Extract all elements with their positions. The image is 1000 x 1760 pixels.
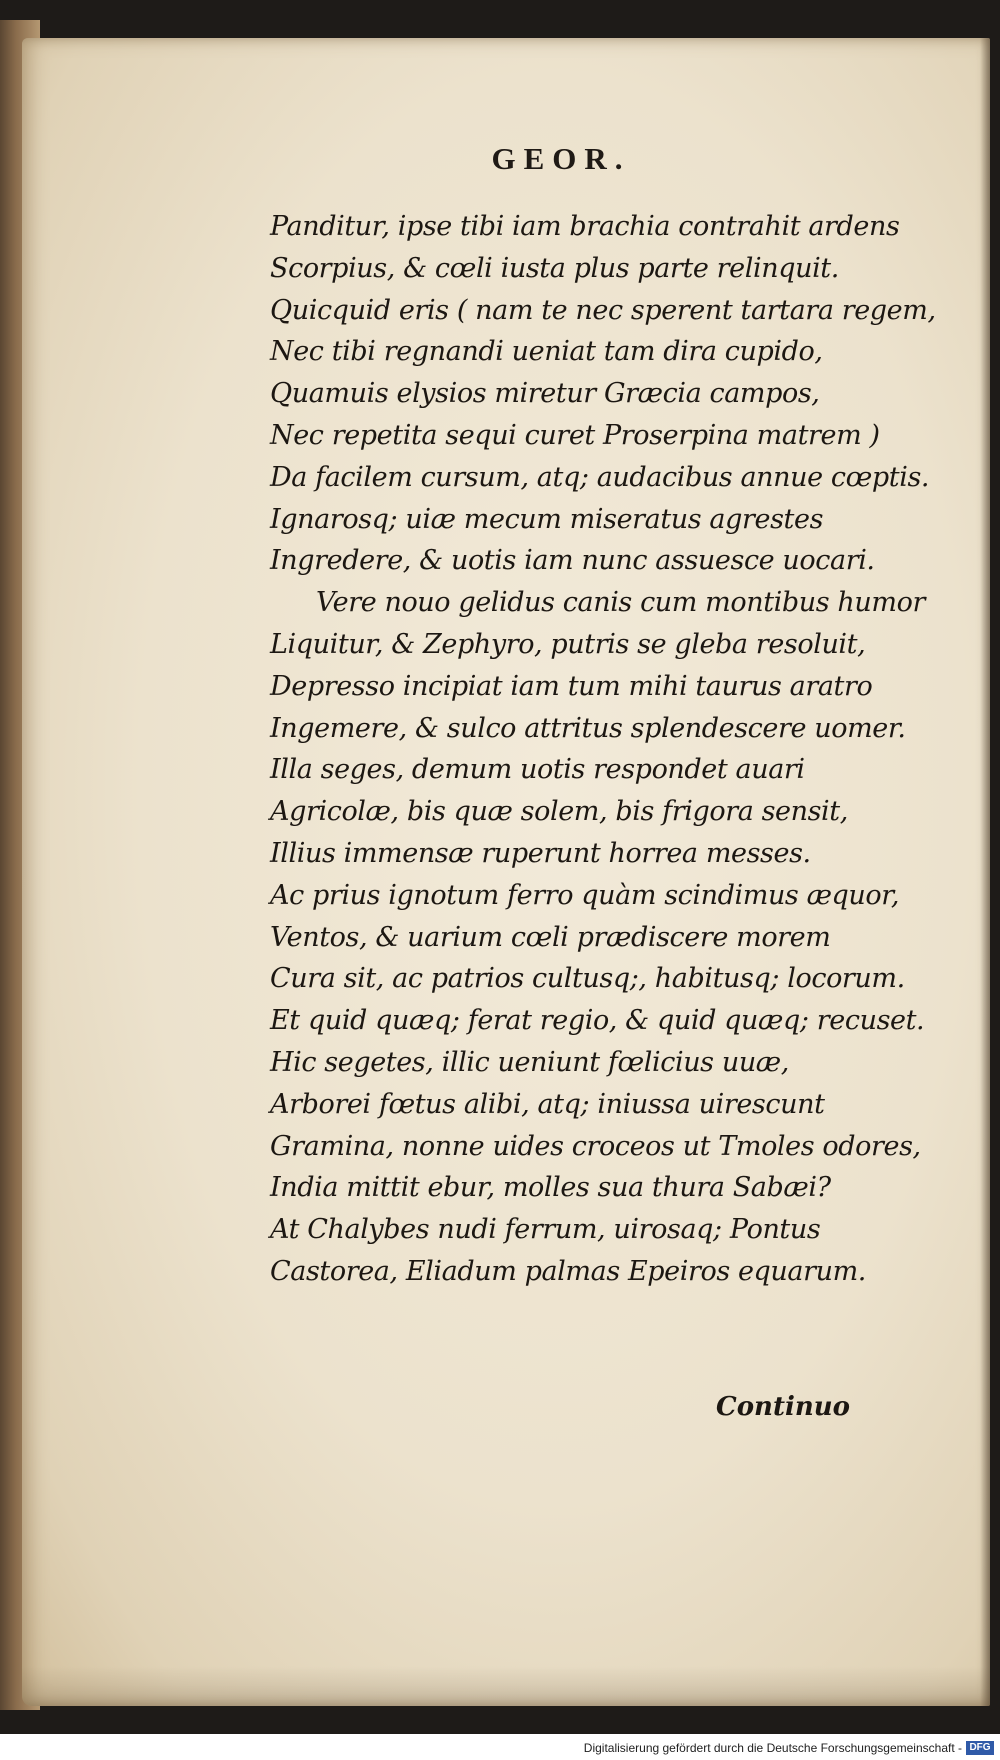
verse-line: Cura sit, ac patrios cultusq;, habitusq; locorum. xyxy=(270,963,905,995)
digitization-credit: Digitalisierung gefördert durch die Deutsche Forschungsgemeinschaft - xyxy=(583,1741,962,1755)
verse-line: Quicquid eris ( nam te nec sperent tartara regem, xyxy=(270,294,936,326)
book-page xyxy=(22,38,990,1706)
page-edge-shadow xyxy=(980,38,990,1706)
verse-line: Arborei fœtus alibi, atq; iniussa uirescunt xyxy=(270,1088,825,1120)
verse-line: Vere nouo gelidus canis cum montibus humor xyxy=(316,587,925,619)
verse-line: Ventos, & uarium cœli prædiscere morem xyxy=(270,921,831,953)
verse-line: Ingredere, & uotis iam nunc assuesce uocari. xyxy=(270,545,875,577)
verse-line: Ingemere, & sulco attritus splendescere uomer. xyxy=(270,712,906,744)
verse-line: Gramina, nonne uides croceos ut Tmoles odores, xyxy=(270,1130,921,1162)
verse-line: Ignarosq; uiæ mecum miseratus agrestes xyxy=(270,503,824,535)
verse-line: Depresso incipiat iam tum mihi taurus aratro xyxy=(270,670,873,702)
dfg-logo-icon: DFG xyxy=(966,1741,994,1755)
verse-line: Hic segetes, illic ueniunt fœlicius uuæ, xyxy=(270,1046,789,1078)
verse-block xyxy=(270,206,960,1293)
verse-line: Nec tibi regnandi ueniat tam dira cupido, xyxy=(270,336,823,368)
page-bottom-shadow xyxy=(22,1666,990,1706)
catchword: Continuo xyxy=(716,1392,850,1422)
verse-line: At Chalybes nudi ferrum, uirosaq; Pontus xyxy=(270,1214,821,1246)
verse-line: Panditur, ipse tibi iam brachia contrahit ardens xyxy=(270,211,900,242)
verse-line: India mittit ebur, molles sua thura Sabæi? xyxy=(270,1172,831,1204)
verse-line: Liquitur, & Zephyro, putris se gleba resoluit, xyxy=(270,628,866,660)
verse-line: Agricolæ, bis quæ solem, bis frigora sensit, xyxy=(270,796,848,828)
digitization-credit-bar xyxy=(0,1734,1000,1760)
verse-line: Illius immensæ ruperunt horrea messes. xyxy=(270,837,811,869)
verse-line: Ac prius ignotum ferro quàm scindimus æquor, xyxy=(270,879,900,911)
verse-line: Quamuis elysios miretur Græcia campos, xyxy=(270,378,820,410)
verse-line: Et quid quæq; ferat regio, & quid quæq; recuset. xyxy=(270,1005,925,1037)
verse-line: Castorea, Eliadum palmas Epeiros equarum. xyxy=(270,1255,866,1287)
verse-line: Illa seges, demum uotis respondet auari xyxy=(270,754,805,786)
verse-line: Scorpius, & cœli iusta plus parte relinquit. xyxy=(270,252,839,284)
verse-line: Da facilem cursum, atq; audacibus annue cœptis. xyxy=(270,461,930,493)
verse-line: Nec repetita sequi curet Proserpina matrem ) xyxy=(270,419,880,451)
running-head: GEOR. xyxy=(491,141,631,176)
